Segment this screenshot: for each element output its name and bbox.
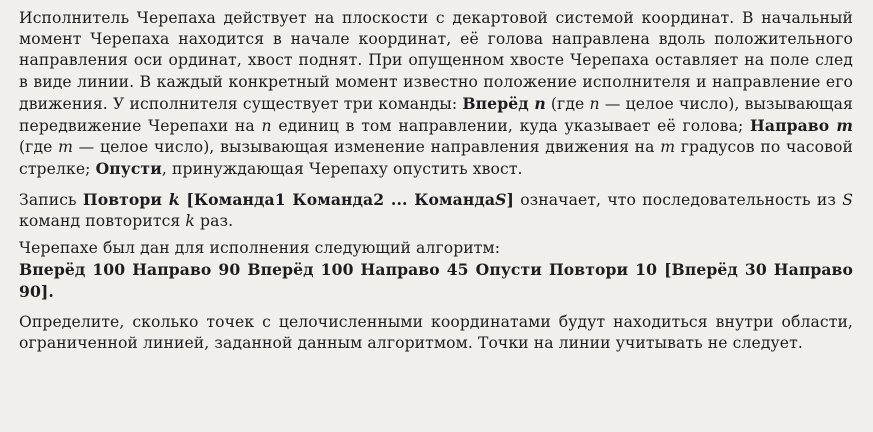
variable-m: m [836, 116, 853, 136]
command-repeat: Повтори [82, 189, 169, 209]
text-segment: Исполнитель Черепаха действует на плоскости с декартовой системой координат. В начальный момент Черепаха находится в начале координат, её голова направлена вдоль положительного направления оси ординат, хвост поднят. При опущенном хвосте Черепаха оставляет на поле след в виде линии. В каждый конкретный момент известно положение исполнителя и направление его движения. У исполнителя существует три команды: [19, 9, 853, 113]
variable-n: n [534, 93, 546, 113]
paragraph-algorithm-intro: Черепахе был дан для исполнения следующий алгоритм: [19, 239, 501, 258]
text-segment: (где [545, 94, 590, 113]
text-segment: — целое число), вызывающая передвижение Черепахи на [19, 94, 853, 136]
command-forward: Вперёд [462, 93, 535, 113]
text-segment: означает, что последовательность из [513, 190, 843, 209]
text-segment: , принуждающая Черепаху опустить хвост. [161, 160, 523, 179]
variable-s: S [495, 189, 507, 209]
variable-m: m [58, 138, 74, 157]
command-repeat-body: [Команда1 Команда2 ... Команда [179, 189, 496, 209]
paragraph-algorithm [19, 259, 853, 303]
paragraph-turtle-description [19, 8, 853, 181]
variable-k: k [168, 189, 180, 209]
text-segment: градусов по часовой стрелке; [19, 138, 853, 179]
variable-s: S [842, 190, 854, 209]
paragraph-question: Определите, сколько точек с целочисленными координатами будут находиться внутри области, ограниченной линией, заданной данным алгоритмом. Точки на линии учитывать не следует. [19, 312, 853, 352]
text-segment: единиц в том направлении, куда указывает её голова; [271, 117, 751, 136]
command-lower-tail: Опусти [95, 159, 162, 179]
text-segment: раз. [194, 211, 234, 230]
text-segment: Запись [19, 190, 83, 209]
text-segment: — целое число), вызывающая изменение направления движения на [73, 138, 661, 157]
variable-m: m [660, 138, 676, 157]
command-right: Направо [750, 116, 837, 136]
variable-n: n [589, 94, 600, 113]
algorithm-code: Вперёд 100 Направо 90 Вперёд 100 Направо 45 Опусти Повтори 10 [Вперёд 30 Направо 90]. [19, 260, 853, 302]
variable-k: k [185, 211, 195, 230]
text-segment: команд повторится [19, 211, 186, 230]
text-segment: (где [19, 138, 59, 157]
command-repeat-close: ] [506, 189, 514, 209]
paragraph-repeat-syntax [19, 189, 853, 232]
variable-n: n [261, 117, 272, 136]
